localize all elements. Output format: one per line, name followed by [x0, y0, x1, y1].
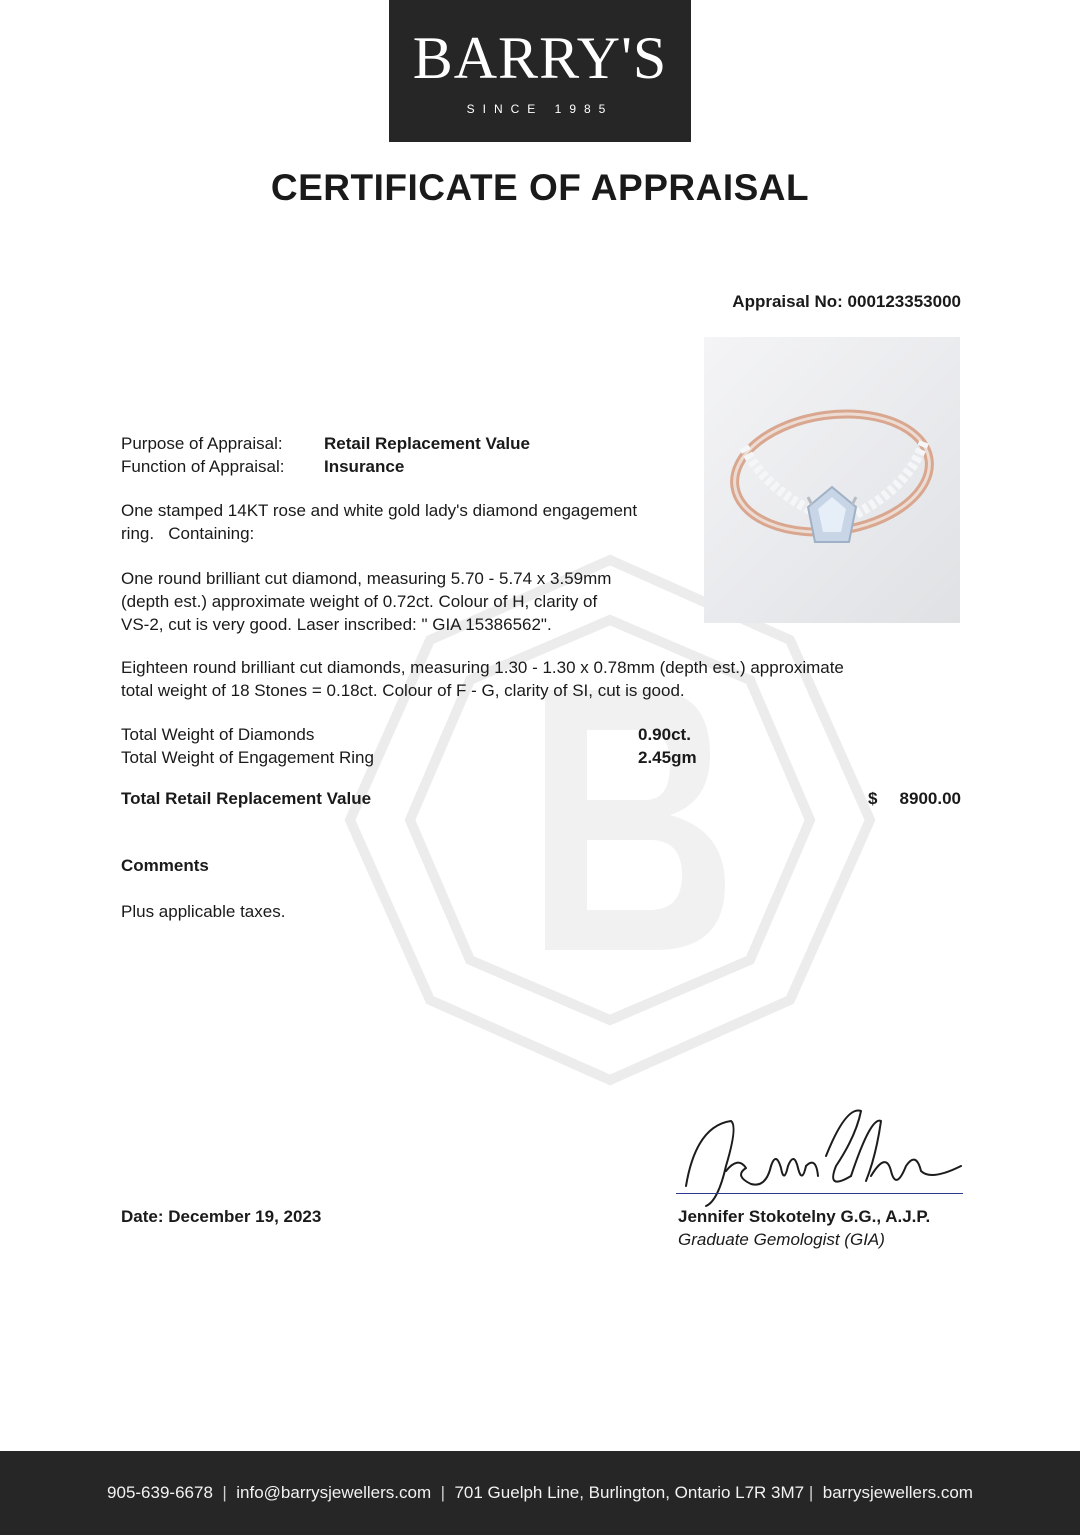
- footer-website[interactable]: barrysjewellers.com: [822, 1483, 973, 1502]
- ring-photo: [704, 337, 960, 623]
- appraisal-date: Date: December 19, 2023: [121, 1207, 322, 1226]
- purpose-label: Purpose of Appraisal:: [121, 434, 283, 453]
- document-title: CERTIFICATE OF APPRAISAL: [270, 167, 810, 208]
- brand-name: BARRY'S: [412, 25, 668, 91]
- center-stone-line-1: One round brilliant cut diamond, measuring 5.70 - 5.74 x 3.59mm: [121, 569, 612, 588]
- weight-diamonds-label: Total Weight of Diamonds: [121, 725, 315, 744]
- description-intro-line-1: One stamped 14KT rose and white gold lady's diamond engagement: [121, 501, 638, 520]
- side-stones-line-1: Eighteen round brilliant cut diamonds, measuring 1.30 - 1.30 x 0.78mm (depth est.) approximate: [121, 658, 844, 677]
- total-amount: 8900.00: [899, 789, 961, 808]
- brand-logo: [389, 0, 691, 142]
- comments-text: Plus applicable taxes.: [121, 902, 286, 921]
- total-currency: $: [868, 789, 878, 808]
- brand-since: SINCE 1985: [466, 102, 614, 116]
- appraisal-number: Appraisal No: 000123353000: [732, 292, 961, 311]
- footer-separator: |: [217, 1483, 232, 1502]
- signature-line: [676, 1193, 963, 1194]
- description-intro-line-2: ring. Containing:: [121, 524, 255, 543]
- footer-phone: 905-639-6678: [107, 1483, 213, 1502]
- ring-illustration: [704, 337, 960, 623]
- purpose-value: Retail Replacement Value: [324, 434, 530, 453]
- function-label: Function of Appraisal:: [121, 457, 285, 476]
- footer-separator: |: [808, 1483, 819, 1502]
- center-stone-line-3: VS-2, cut is very good. Laser inscribed: " GIA 15386562".: [121, 615, 552, 634]
- function-value: Insurance: [324, 457, 405, 476]
- center-stone-line-2: (depth est.) approximate weight of 0.72ct. Colour of H, clarity of: [121, 592, 598, 611]
- signer-title: Graduate Gemologist (GIA): [678, 1230, 885, 1249]
- footer-bar: [0, 1451, 1080, 1535]
- weight-ring-label: Total Weight of Engagement Ring: [121, 748, 374, 767]
- footer-address: 701 Guelph Line, Burlington, Ontario L7R 3M7: [454, 1483, 805, 1502]
- comments-heading: Comments: [121, 856, 209, 875]
- side-stones-line-2: total weight of 18 Stones = 0.18ct. Colour of F - G, clarity of SI, cut is good.: [121, 681, 685, 700]
- weight-diamonds-value: 0.90ct.: [638, 725, 691, 744]
- weight-ring-value: 2.45gm: [638, 748, 697, 767]
- footer-email[interactable]: info@barrysjewellers.com: [236, 1483, 432, 1502]
- signer-name: Jennifer Stokotelny G.G., A.J.P.: [678, 1207, 931, 1226]
- total-value-label: Total Retail Replacement Value: [121, 789, 372, 808]
- footer-separator: |: [435, 1483, 450, 1502]
